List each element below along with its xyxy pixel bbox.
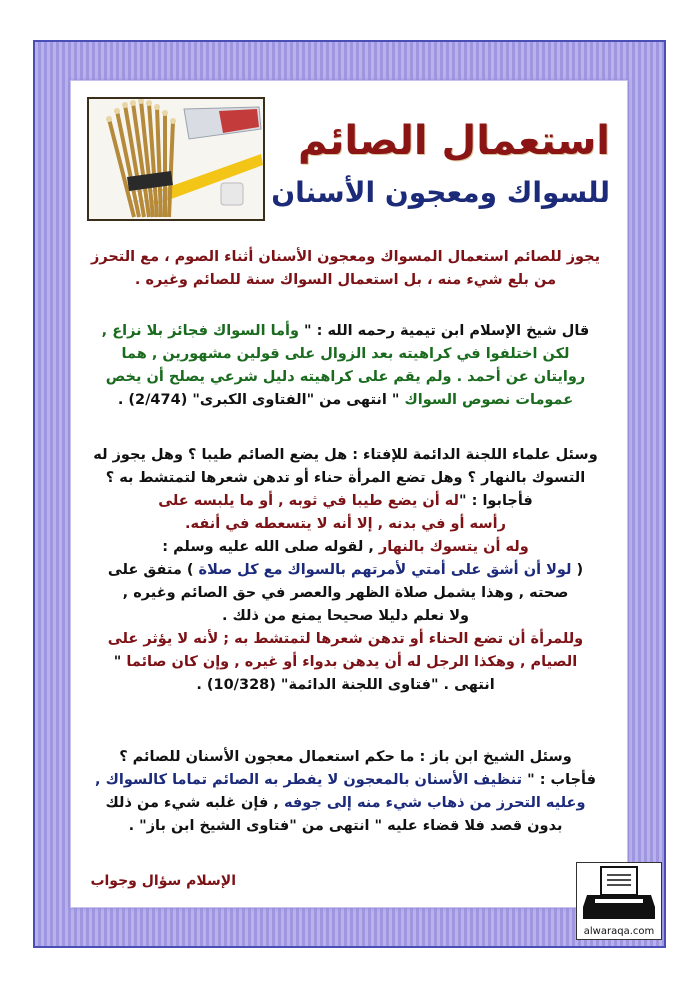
logo-caption: alwaraqa.com	[583, 926, 655, 937]
bracket: (	[571, 562, 584, 578]
answer-line	[80, 769, 611, 792]
answer-line: وللمرأة أن تضع الحناء أو تدهن شعرها لتمتشط به ; لأنه لا يؤثر على	[107, 631, 584, 647]
quote-text: عمومات نصوص السواك	[404, 392, 574, 408]
quote-mark: "	[113, 654, 127, 670]
answer-line: ولا نعلم دليلا صحيحا يمنع من ذلك .	[221, 608, 470, 624]
page-title: استعمال الصائم	[298, 118, 610, 164]
answer-line: رأسه أو في بدنه , إلا أنه لا يتسعطه في أنفه.	[185, 516, 506, 532]
ibn-taymiyyah-paragraph	[80, 320, 611, 412]
intro-paragraph	[80, 246, 611, 292]
answer-line	[80, 490, 611, 513]
reference-line: بدون قصد فلا قضاء عليه " انتهى من "فتاوى الشيخ ابن باز" .	[128, 818, 563, 834]
committee-paragraph	[80, 444, 611, 697]
intro-line: من بلع شيء منه ، بل استعمال السواك سنة للصائم وغيره .	[134, 272, 557, 288]
quote-intro: قال شيخ الإسلام ابن تيمية رحمه الله : "	[299, 323, 590, 339]
answer-line	[80, 651, 611, 674]
print-logo-button[interactable]	[576, 862, 662, 940]
answer-text: , لقوله صلى الله عليه وسلم :	[162, 539, 379, 555]
source-label: الإسلام سؤال وجواب	[90, 873, 236, 889]
ibn-baz-paragraph	[80, 746, 611, 838]
answer-text: وعليه التحرز من ذهاب شيء منه إلى جوفه	[283, 795, 586, 811]
question-line: وسئل الشيخ ابن باز : ما حكم استعمال معجون الأسنان للصائم ؟	[119, 749, 572, 765]
answer-text: تنظيف الأسنان بالمعجون لا يفطر به الصائم تماما كالسواك ,	[95, 772, 523, 788]
quote-line: روايتان عن أحمد . ولم يقم على كراهيته دليل شرعي يصلح أن يخص	[105, 369, 586, 385]
page-subtitle: للسواك ومعجون الأسنان	[271, 176, 610, 209]
hadith-reference: ) متفق على	[107, 562, 199, 578]
answer-intro: فأجابوا : "	[459, 493, 533, 509]
miswak-photo	[87, 97, 265, 221]
answer-line	[80, 792, 611, 815]
intro-line: يجوز للصائم استعمال المسواك ومعجون الأسنان أثناء الصوم ، مع التحرز	[90, 249, 601, 265]
printer-icon	[577, 863, 661, 925]
quote-line	[80, 389, 611, 412]
reference-line: انتهى . "فتاوى اللجنة الدائمة" (10/328) .	[196, 677, 495, 693]
question-line: وسئل علماء اللجنة الدائمة للإفتاء : هل يضع الصائم طيبا ؟ وهل يجوز له	[93, 447, 598, 463]
question-line: التسوك بالنهار ؟ وهل تضع المرأة حناء أو تدهن شعرها لتمتشط به ؟	[105, 470, 586, 486]
quote-text: وأما السواك فجائز بلا نزاع ,	[101, 323, 299, 339]
answer-line: صحته , وهذا يشمل صلاة الظهر والعصر في حق الصائم وغيره ,	[122, 585, 569, 601]
quote-line: لكن اختلفوا في كراهيته بعد الزوال على قولين مشهورين , هما	[121, 346, 570, 362]
quote-reference: " انتهى من "الفتاوى الكبرى" (2/474) .	[117, 392, 405, 408]
answer-line	[80, 536, 611, 559]
miswak-toothbrush-icon	[89, 99, 263, 219]
hadith-line	[80, 559, 611, 582]
answer-text: الصيام , وهكذا الرجل له أن يدهن بدواء أو غيره , وإن كان صائما	[126, 654, 578, 670]
answer-intro: فأجاب : "	[522, 772, 596, 788]
hadith-text: لولا أن أشق على أمتي لأمرتهم بالسواك مع كل صلاة	[198, 562, 572, 578]
quote-line	[80, 320, 611, 343]
answer-text: , فإن غلبه شيء من ذلك	[105, 795, 284, 811]
answer-text: وله أن يتسوك بالنهار	[378, 539, 529, 555]
answer-text: له أن يضع طيبا في ثوبه , أو ما يلبسه على	[158, 493, 460, 509]
